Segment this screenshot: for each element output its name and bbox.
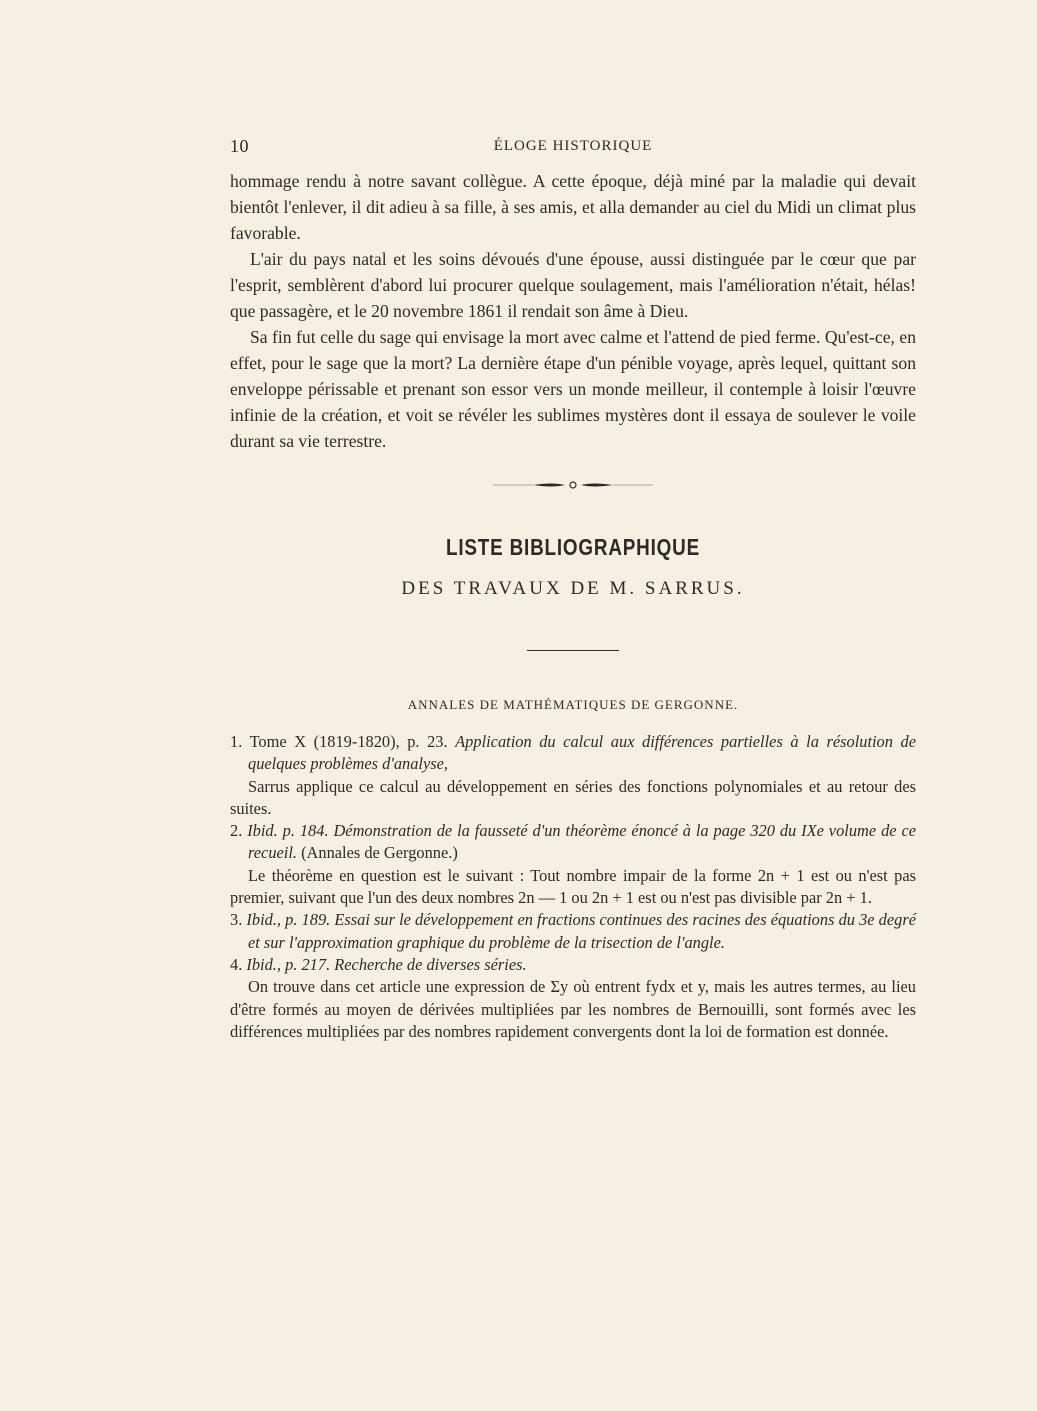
entry-4-note: On trouve dans cet article une expression de Σy où entrent fydx et y, mais les autres termes, au lieu d'être formés au moyen de dérivées multipliées par les nombres de Bernouilli, sont formés avec les différences multipliées par des nombres rapidement convergents dont la loi de formation est donnée. [230, 977, 916, 1041]
book-page [230, 136, 916, 1043]
running-head [230, 136, 916, 160]
entry-2-title: Ibid. p. 184. Démonstration de la fausseté d'un théorème énoncé à la page 320 du IXe volume de ce recueil. [247, 821, 917, 863]
paragraph-3: Sa fin fut celle du sage qui envisage la mort avec calme et l'attend de pied ferme. Qu'est-ce, en effet, pour le sage que la mort? La dernière étape d'un pénible voyage, après lequel, quittant son enveloppe périssable et prenant son essor vers un monde meilleur, il contemple à loisir l'œuvre infinie de la création, et voit se révéler les sublimes mystères dont il essaya de soulever le voile durant sa vie terrestre. [230, 327, 916, 451]
entry-1-title: Application du calcul aux différences partielles à la résolution de quelques problèmes d'analyse, [248, 732, 916, 774]
entry-1-note: Sarrus applique ce calcul au développement en séries des fonctions polynomiales et au retour des suites. [230, 776, 916, 818]
entry-4-ref: 4. [230, 954, 247, 974]
section-heading: ANNALES DE MATHÉMATIQUES DE GERGONNE. [407, 697, 739, 712]
page-number: 10 [230, 136, 249, 156]
bibliography-entries [230, 731, 916, 1043]
entry-2-ref: 2. [230, 821, 248, 841]
entry-3-title: Ibid., p. 189. Essai sur le développement en fractions continues des racines des équations du 3e degré et sur l'approximation graphique du problème de la trisection de l'angle. [246, 910, 917, 952]
entry-2-source: (Annales de Gergonne.) [297, 843, 458, 863]
entry-4-title: Ibid., p. 217. Recherche de diverses séries. [246, 954, 527, 974]
entry-3 [230, 909, 916, 954]
bibliography-title: LISTE BIBLIOGRAPHIQUE [445, 534, 701, 560]
eulogy-text [230, 168, 916, 454]
entry-2-note: Le théorème en question est le suivant : Tout nombre impair de la forme 2n + 1 est ou n'est pas premier, suivant que l'un des deux nombres 2n — 1 ou 2n + 1 est ou n'est pas divisible par 2n + 1. [230, 865, 916, 908]
fleuron-ornament [493, 480, 653, 490]
entry-3-ref: 3. [230, 910, 247, 930]
paragraph-2: L'air du pays natal et les soins dévoués d'une épouse, aussi distinguée par le cœur que par l'esprit, semblèrent d'abord lui procurer quelque soulagement, mais l'amélioration n'était, hélas! que passagère, et le 20 novembre 1861 il rendait son âme à Dieu. [230, 249, 916, 321]
divider-rule [527, 650, 619, 651]
entry-1 [230, 731, 916, 776]
running-title: ÉLOGE HISTORIQUE [493, 138, 653, 154]
entry-4 [230, 954, 916, 976]
entry-2 [230, 820, 916, 865]
entry-1-ref: 1. Tome X (1819-1820), p. 23. [230, 732, 456, 751]
bibliography-subtitle: DES TRAVAUX DE M. SARRUS. [401, 578, 745, 599]
paragraph-1: hommage rendu à notre savant collègue. A cette époque, déjà miné par la maladie qui devait bientôt l'enlever, il dit adieu à sa fille, à ses amis, et alla demander au ciel du Midi un climat plus favorable. [230, 171, 916, 243]
